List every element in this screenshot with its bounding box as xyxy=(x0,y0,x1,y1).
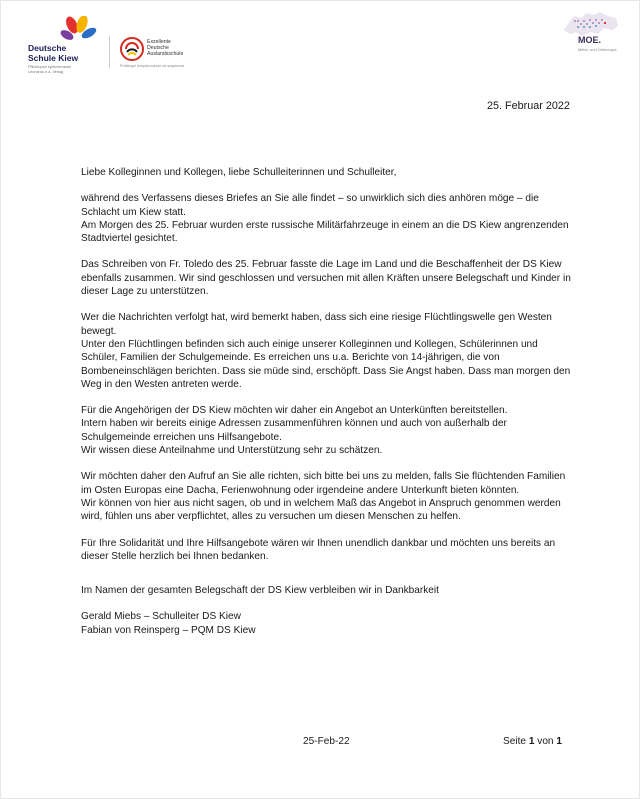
salutation: Liebe Kolleginnen und Kollegen, liebe Schulleiterinnen und Schulleiter, xyxy=(81,167,397,178)
closing-line: Im Namen der gesamten Belegschaft der DS Kiew verbleiben wir in Dankbarkeit xyxy=(81,585,439,597)
exzellente-auslandsschule-logo xyxy=(120,37,230,77)
signature-line: Gerald Miebs – Schulleiter DS Kiew xyxy=(81,611,241,623)
moe-logo xyxy=(560,10,634,62)
moe-logo-title: MOE. xyxy=(578,35,602,45)
eda-seal-icon xyxy=(120,37,144,61)
page-number: Seite 1 von 1 xyxy=(503,736,562,747)
paragraph: Wir können von hier aus nicht sagen, ob und in welchem Maß das Angebot in Anspruch genommen werden wird, fühlen uns aber verpflichtet, alles zu versuchen um diesen Menschen zu helfen. xyxy=(81,497,561,523)
paragraph: Intern haben wir bereits einige Adressen zusammenführen können und auch von außerhalb der Schulgemeinde erreichen uns Hilfsangebote. xyxy=(81,418,507,443)
eda-logo-text: Exzellente Deutsche Auslandsschule xyxy=(147,39,184,58)
signature-line: Fabian von Reinsperg – PQM DS Kiew xyxy=(81,624,256,636)
eda-logo-footnote: Prüfsiegel lehrplan-schule de sequenzar xyxy=(120,64,185,68)
paragraph: Für die Angehörigen der DS Kiew möchten wir daher ein Angebot an Unterkünften bereitstellen. xyxy=(81,405,508,417)
letter-date: 25. Februar 2022 xyxy=(487,100,570,112)
paragraph: Am Morgen des 25. Februar wurden erste russische Militärfahrzeuge in einem an die DS Kiew angrenzenden Stadtviertel gesichtet. xyxy=(81,219,569,245)
ds-logo-name: Deutsche Schule Kiew xyxy=(28,43,79,63)
paragraph: Wer die Nachrichten verfolgt hat, wird bemerkt haben, dass sich eine riesige Flüchtlingswelle gen Westen bewegt. xyxy=(81,312,552,337)
ds-logo-subtitle: Pflichtoperi sprüchenswel Leonardo e.a. Verlag xyxy=(28,65,72,74)
paragraph: Das Schreiben von Fr. Toledo des 25. Februar fasste die Lage im Land und die Beschaffenheit der DS Kiew ebenfalls zusammen. Wir sind geschlossen und versuchen mit allen Kräften unsere Belegschaft und Kinder in dieser Lage zu unterstützen. xyxy=(81,259,571,298)
paragraph: Für Ihre Solidarität und Ihre Hilfsangebote wären wir Ihnen unendlich dankbar und möchten uns bereits an dieser Stelle herzlich bei Ihnen bedanken. xyxy=(81,537,556,562)
moe-logo-subtitle: Mittel- und Osteuropa xyxy=(578,47,617,52)
letter-body xyxy=(81,166,571,637)
paragraph: Wir möchten daher den Aufruf an Sie alle richten, sich bitte bei uns zu melden, falls Sie flüchtenden Familien im Osten Europas eine Dacha, Ferienwohnung oder irgendeine andere Unterkunft bieten könnten. xyxy=(81,471,566,496)
ds-kiew-logo xyxy=(28,16,118,78)
footer-date: 25-Feb-22 xyxy=(303,736,350,747)
paragraph: Wir wissen diese Anteilnahme und Unterstützung sehr zu schätzen. xyxy=(81,445,383,457)
flower-petals-icon xyxy=(60,16,98,44)
logo-divider xyxy=(109,36,110,68)
paragraph: Unter den Flüchtlingen befinden sich auch einige unserer Kolleginnen und Kollegen, Schülerinnen und Schüler, Familien der Schulgemeinde. Es erreichen uns u.a. Berichte von 14-jährigen, die von Bombeneinschlägen berichten. Dass sie müde sind, erschöpft. Dass Sie Angst haben. Dass man morgen den Weg in den Westen antreten werde. xyxy=(81,338,571,390)
paragraph: während des Verfassens dieses Briefes an Sie alle findet – so unwirklich sich dies anhören möge – die Schlacht um Kiew statt. xyxy=(81,193,539,218)
